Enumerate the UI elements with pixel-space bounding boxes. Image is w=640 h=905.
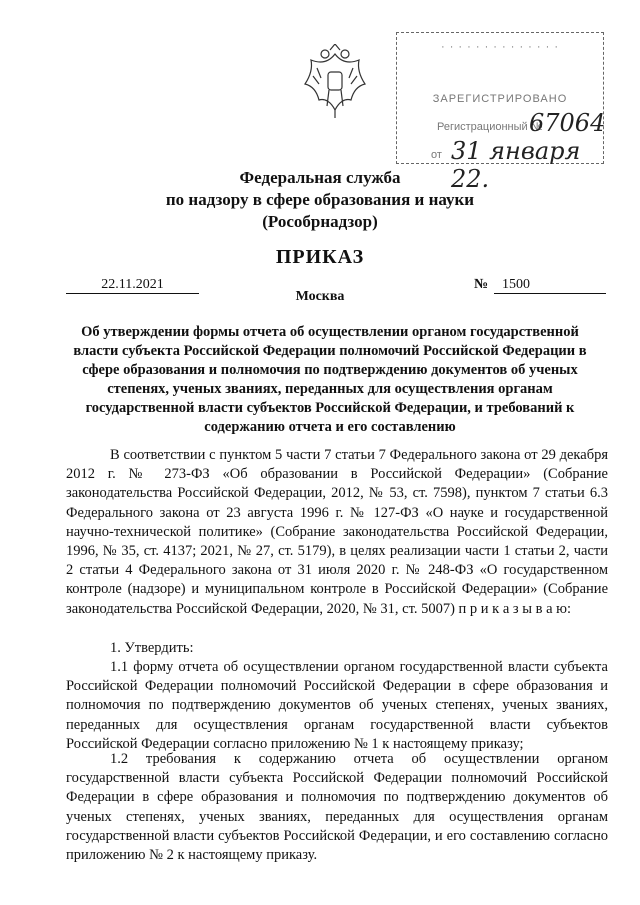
org-name-line3: (Рособрнадзор) (262, 212, 378, 231)
order-title: Об утверждении формы отчета об осуществлении органом государственной власти субъекта Российской Федерации полномочий Российской Федерации в сфере образования и полномочия по подтверждению документов об ученых степенях, ученых званиях, переданных для осуществления органам государственной власти субъектов Российской Федерации, и требований к содержанию отчета и его составлению (73, 324, 587, 435)
document-type: ПРИКАЗ (275, 246, 365, 268)
org-name-line1: Федеральная служба (239, 168, 401, 187)
item-1: 1. Утвердить: (110, 640, 194, 656)
intro-paragraph: В соответствии с пунктом 5 части 7 статьи 7 Федерального закона от 29 декабря 2012 г. № 273-ФЗ «Об образовании в Российской Федерации» (Собрание законодательства Российской Федерации, 2012, № 53, ст. 7598), пунктом 7 статьи 6.3 Федерального закона от 23 августа 1996 г. № 127-ФЗ «О науке и государственной научно-технической политике» (Собрание законодательства Российской Федерации, 1996, № 35, ст. 4137; 2021, № 27, ст. 5179), в целях реализации части 1 статьи 2, части 2 статьи 4 Федерального закона от 31 июля 2020 г. № 248-ФЗ «О государственном контроле (надзоре) и муниципальном контроле в Российской Федерации» (Собрание законодательства Российской Федерации, 2020, № 31, ст. 5007) п р и к а з ы в а ю: (66, 447, 608, 617)
org-name-line2: по надзору в сфере образования и науки (165, 190, 475, 209)
order-city: Москва (295, 289, 345, 304)
stamp-reg-label: Регистрационный № (437, 121, 543, 133)
item-1-2: 1.2 требования к содержанию отчета об осуществлении органом государственной власти субъекта Российской Федерации полномочий Российской Федерации в сфере образования и полномочия по подтверждению документов об ученых степенях, ученых званиях, переданных для осуществления органам государственной власти субъектов Российской Федерации, и его составлению согласно приложению № 2 к настоящему приказу. (66, 751, 608, 864)
order-number-label: № (474, 277, 489, 292)
order-date: 22.11.2021 (66, 277, 199, 294)
item-1-1: 1.1 форму отчета об осуществлении органом государственной власти субъекта Российской Федерации полномочий Российской Федерации в сфере образования и полномочия по подтверждению документов об ученых степенях, ученых званиях, переданных для осуществления органам государственной власти субъектов Российской Федерации согласно приложению № 1 к настоящему приказу; (66, 659, 608, 752)
stamp-reg-number: 67064 (529, 109, 606, 137)
stamp-reg-date: 31 января 22. (451, 137, 581, 193)
coat-of-arms-icon (299, 44, 371, 122)
order-number: 1500 (494, 277, 606, 294)
registration-stamp (396, 32, 606, 193)
stamp-from-label: от (431, 149, 442, 161)
stamp-registered-label: ЗАРЕГИСТРИРОВАНО (432, 93, 568, 105)
stamp-dots: · · · · · · · · · · · · · · (440, 41, 559, 53)
